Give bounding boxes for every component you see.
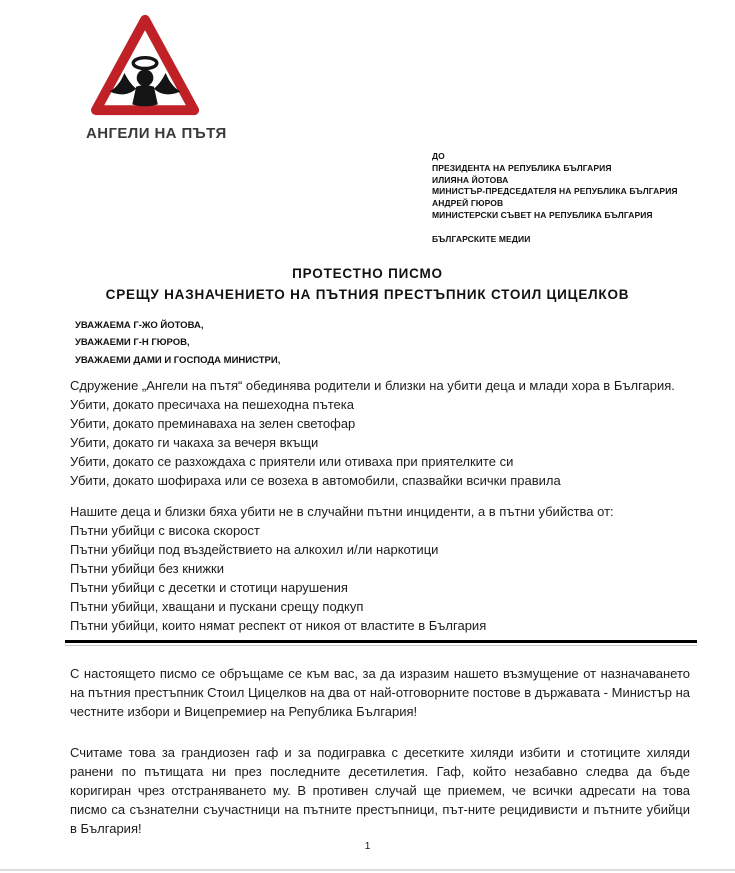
salutation-line: УВАЖАЕМИ ДАМИ И ГОСПОДА МИНИСТРИ, xyxy=(75,354,281,366)
killed-circumstance-line: Убити, докато се разхождаха с приятели или отиваха при приятелките си xyxy=(70,454,514,469)
road-killers-list xyxy=(70,521,690,635)
salutation-line: УВАЖАЕМИ Г-Н ГЮРОВ, xyxy=(75,337,190,349)
angel-warning-triangle-icon xyxy=(88,12,206,122)
letter-body xyxy=(70,376,690,838)
org-name: АНГЕЛИ НА ПЪТЯ xyxy=(86,125,227,142)
killed-circumstance-line: Убити, докато шофираха или се возеха в автомобили, спазвайки всички правила xyxy=(70,473,561,488)
letter-title-line-2: СРЕЩУ НАЗНАЧЕНИЕТО НА ПЪТНИЯ ПРЕСТЪПНИК СТОИЛ ЦИЦЕЛКОВ xyxy=(105,287,630,302)
salutation-line: УВАЖАЕМА Г-ЖО ЙОТОВА, xyxy=(75,320,204,331)
org-logo xyxy=(86,12,226,142)
paragraph-our-kids: Нашите деца и близки бяха убити не в случайни пътни инциденти, а в пътни убийства от: xyxy=(70,504,614,519)
salutation-block xyxy=(75,317,280,369)
paragraph-intro: Сдружение „Ангели на пътя“ обединява родители и близки на убити деца и млади хора в България. xyxy=(70,378,675,393)
paragraph-blunder: Считаме това за грандиозен гаф и за подигравка с десетките хиляди избити и стотиците хиляди ранени по пътищата ни през последните десетилетия. Гаф, който незабавно следва да бъде коригиран чрез отстраняването му. В противен случай ще приемем, че всички адресати на това писмо са съзнателни съучастници на пътните престъпници, път-ните рецидивисти и пътните убийци в България! xyxy=(70,745,690,836)
road-killer-line: Пътни убийци под въздействието на алкохил и/ли наркотици xyxy=(70,542,439,557)
killed-circumstance-line: Убити, докато пресичаха на пешеходна пътека xyxy=(70,397,354,412)
recipient-lines xyxy=(432,151,678,222)
letter-title-line-1: ПРОТЕСТНО ПИСМО xyxy=(292,266,443,281)
road-killer-line: Пътни убийци, хващани и пускани срещу подкуп xyxy=(70,599,364,614)
recipient-line: ПРЕЗИДЕНТА НА РЕПУБЛИКА БЪЛГАРИЯ xyxy=(432,162,612,173)
recipient-line: МИНИСТЪР-ПРЕДСЕДАТЕЛЯ НА РЕПУБЛИКА БЪЛГАРИЯ xyxy=(432,186,678,197)
road-killer-line: Пътни убийци с десетки и стотици нарушения xyxy=(70,580,348,595)
paragraph-appeal: С настоящето писмо се обръщаме се към вас, за да изразим нашето възмущение от назначаването на пътния престъпник Стоил Цицелков на два от най-отговорните постове в държавата - Министър на честните избори и Вицепремиер на Република България! xyxy=(70,666,690,719)
road-killer-line: Пътни убийци без книжки xyxy=(70,561,225,576)
page-bottom-edge xyxy=(0,869,735,871)
killed-circumstance-line: Убити, докато преминаваха на зелен светофар xyxy=(70,416,356,431)
recipient-media-line: БЪЛГАРСКИТЕ МЕДИИ xyxy=(432,233,531,244)
recipients-block xyxy=(432,151,678,246)
page-number: 1 xyxy=(364,840,371,852)
recipient-line: АНДРЕЙ ГЮРОВ xyxy=(432,198,504,209)
killed-circumstance-line: Убити, докато ги чакаха за вечеря вкъщи xyxy=(70,435,319,450)
recipient-line: ДО xyxy=(432,151,445,161)
killed-circumstances-list xyxy=(70,395,690,490)
road-killer-line: Пътни убийци, които нямат респект от никоя от властите в България xyxy=(70,618,487,633)
recipient-line: МИНИСТЕРСКИ СЪВЕТ НА РЕПУБЛИКА БЪЛГАРИЯ xyxy=(432,209,653,220)
letter-title xyxy=(0,263,735,305)
recipient-line: ИЛИЯНА ЙОТОВА xyxy=(432,174,509,185)
road-killer-line: Пътни убийци с висока скорост xyxy=(70,523,260,538)
section-divider xyxy=(65,640,697,646)
